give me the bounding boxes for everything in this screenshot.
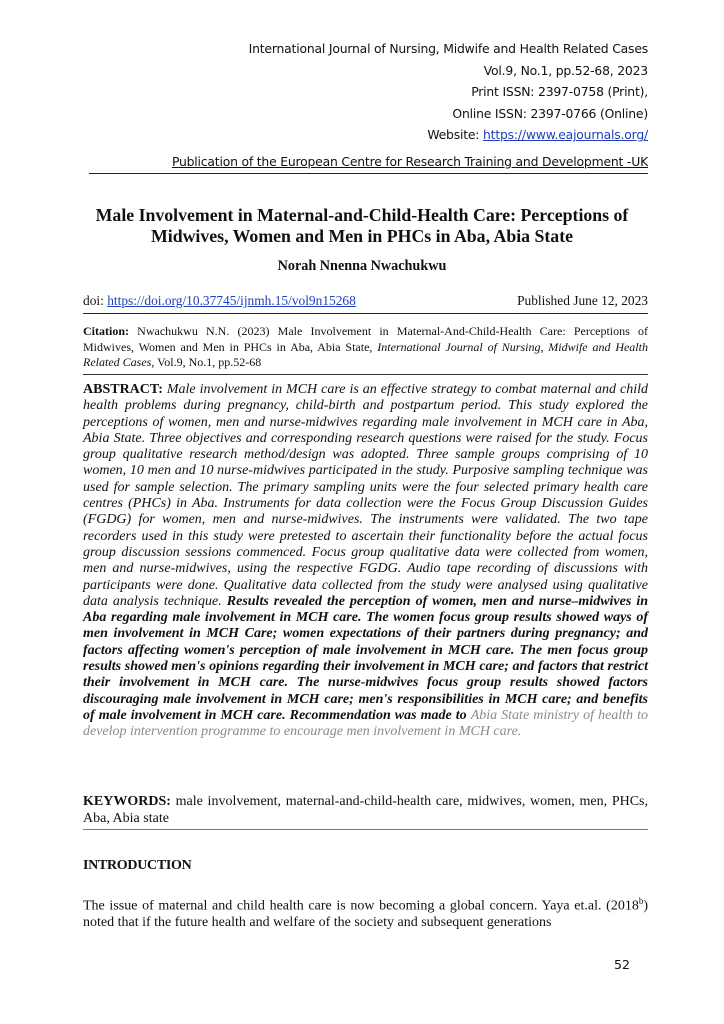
article-author: Norah Nnenna Nwachukwu	[277, 258, 447, 274]
abstract-recommendation: Abia State ministry of health to develop intervention programme to encourage men involvement in MCH care.	[83, 707, 648, 740]
citation-tail: , Vol.9, No.1, pp.52-68	[151, 355, 262, 369]
website-line	[249, 124, 648, 146]
citation-block	[83, 324, 648, 375]
print-issn: Print ISSN: 2397-0758 (Print),	[471, 84, 648, 100]
intro-text-2: ) noted that if the future health and welfare of the society and subsequent generations	[83, 898, 648, 931]
journal-volume: Vol.9, No.1, pp.52-68, 2023	[483, 62, 648, 78]
website-label: Website:	[427, 127, 484, 143]
keywords-label: KEYWORDS:	[83, 794, 171, 809]
journal-header	[249, 38, 648, 146]
online-issn: Online ISSN: 2397-0766 (Online)	[452, 105, 648, 121]
doi-row	[83, 293, 648, 314]
abstract-label: ABSTRACT:	[83, 382, 163, 397]
published-date: Published June 12, 2023	[517, 293, 648, 308]
keywords-block	[83, 794, 648, 830]
intro-text-1: The issue of maternal and child health care is now becoming a global concern. Yaya et.al. (2018	[83, 898, 639, 914]
keywords-text: male involvement, maternal-and-child-health care, midwives, women, men, PHCs, Aba, Abia state	[83, 794, 648, 826]
page-number: 52	[614, 957, 630, 972]
citation-label: Citation:	[83, 324, 129, 338]
abstract-body: Male involvement in MCH care is an effective strategy to combat maternal and child health problems during pregnancy, child-birth and postpartum period. This study explored the perceptions of women, men and nurse-midwives regarding male involvement in MCH care in Aba, Abia State. Three objectives and corresponding research questions were raised for the study. Focus group qualitative research method/design was adopted. Three sample groups comprising of 10 women, 10 men and 10 nurse-midwives participated in the study. Purposive sampling technique was used for sample selection. The primary sampling units were the four selected primary health care centres (PHCs) in Aba. Instruments for data collection were the Focus Group Discussion Guides (FGDG) for women, men and nurse-midwives. The instruments were validated. The two tape recorders used in this study were pretested to ascertain their functionality before the actual focus group discussion sessions commenced. Focus group qualitative data were collected from women, men and nurse-midwives, using the respective FGDG. Audio tape recording of discussions with participants were done. Qualitative data collected from the study were analysed using qualitative data analysis technique.	[83, 382, 648, 609]
intro-sup: b	[638, 896, 644, 906]
doi	[83, 293, 356, 313]
doi-link[interactable]: https://doi.org/10.37745/ijnmh.15/vol9n15268	[107, 293, 356, 308]
introduction-paragraph	[83, 893, 648, 932]
publisher-text: Publication of the European Centre for Research Training and Development -UK	[171, 154, 648, 169]
journal-name: International Journal of Nursing, Midwife and Health Related Cases	[248, 41, 648, 56]
doi-label: doi:	[83, 293, 108, 308]
article-title: Male Involvement in Maternal-and-Child-Health Care: Perceptions of Midwives, Women and Men in PHCs in Aba, Abia State	[95, 205, 629, 246]
abstract-results: Results revealed the perception of women, men and nurse–midwives in Aba regarding male involvement in MCH care. The women focus group results showed ways of men involvement in MCH Care; women expectations of their partners during pregnancy; and factors affecting women's perception of male involvement in MCH care. The men focus group results showed men's opinions regarding their involvement in MCH care; and factors that restrict their involvement in MCH care. The nurse-midwives focus group results showed factors discouraging male involvement in MCH care; men's responsibilities in MCH care; and benefits of male involvement in MCH care. Recommendation was made to	[83, 593, 648, 723]
abstract-block	[83, 382, 648, 741]
introduction-heading: INTRODUCTION	[83, 858, 192, 873]
publisher-line	[89, 154, 648, 174]
citation-journal: International Journal of Nursing, Midwife and Health Related Cases	[83, 339, 648, 369]
website-link[interactable]: https://www.eajournals.org/	[483, 127, 648, 143]
citation-text: Nwachukwu N.N. (2023) Male Involvement in Maternal-And-Child-Health Care: Perceptions of Midwives, Women and Men in PHCs in Aba, Abia State,	[83, 324, 648, 354]
